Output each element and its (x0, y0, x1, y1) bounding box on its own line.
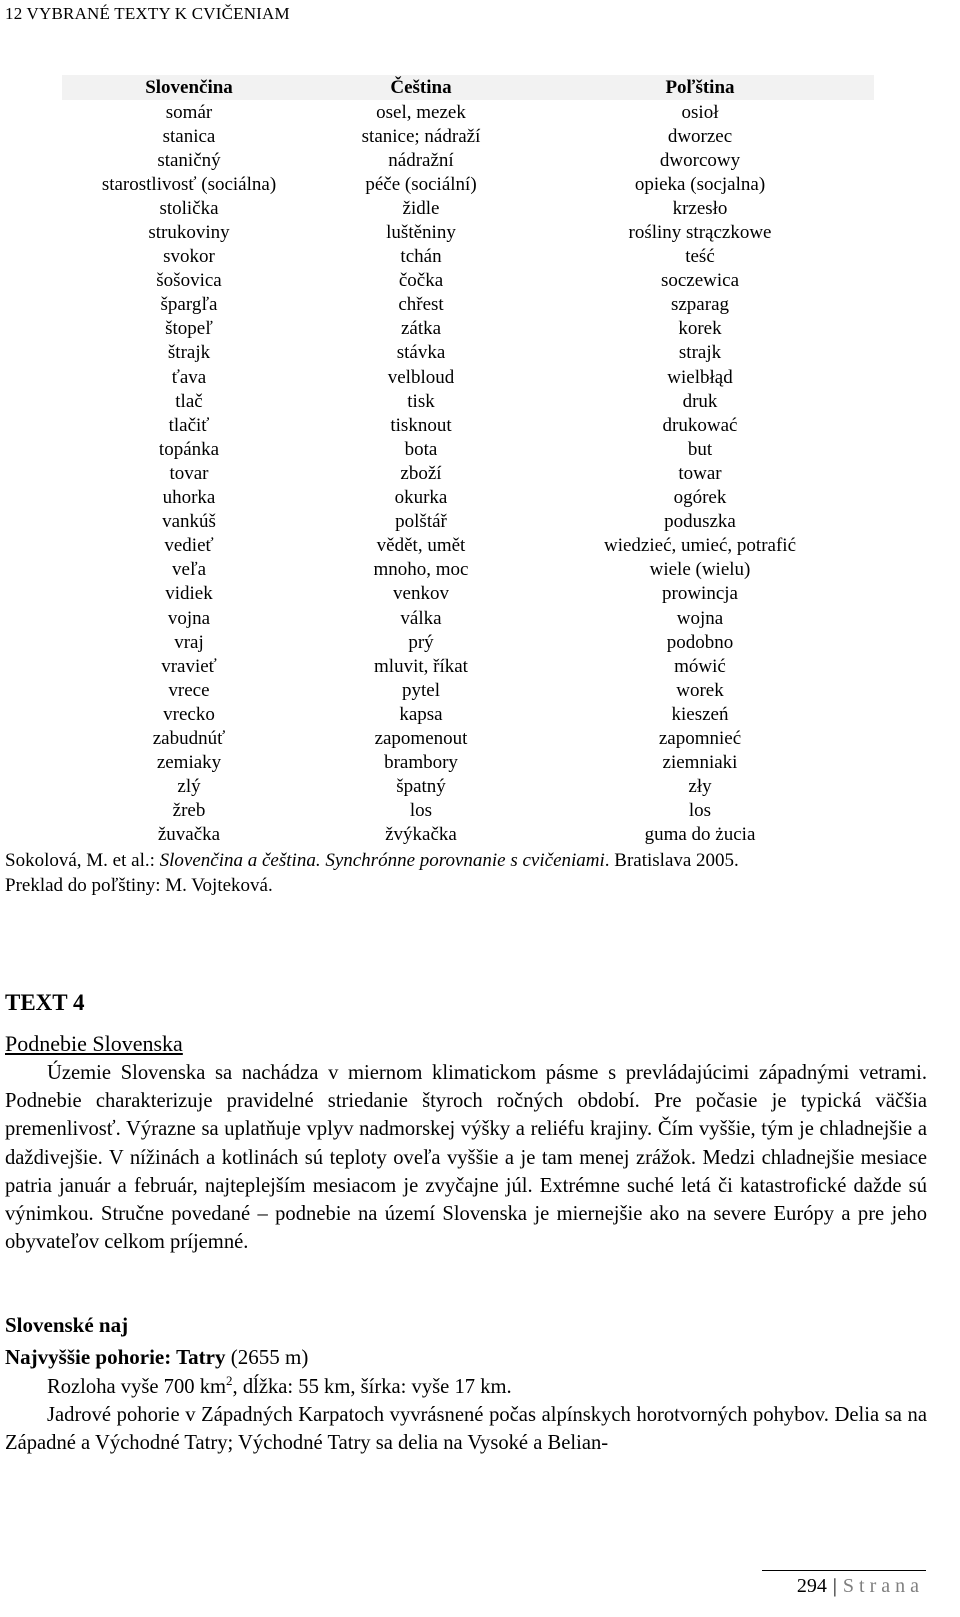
table-row (62, 172, 874, 196)
cell-polish: towar (678, 462, 722, 484)
cell-czech: chřest (398, 294, 444, 316)
header-czech: Čeština (316, 75, 526, 100)
text-4-heading: TEXT 4 (5, 990, 85, 1015)
table-row (62, 413, 874, 437)
table-row (62, 558, 874, 582)
area-line (47, 1373, 512, 1399)
cell-slovak: staničný (157, 149, 221, 171)
table-header-row (62, 75, 874, 100)
table-row (62, 124, 874, 148)
header-slovak: Slovenčina (62, 75, 316, 100)
cell-slovak: vojna (167, 607, 211, 629)
cell-polish: worek (676, 679, 724, 701)
cell-slovak: vravieť (161, 655, 217, 677)
area-exponent: 2 (226, 1373, 233, 1388)
table-row (62, 823, 874, 847)
table-row (62, 702, 874, 726)
cell-czech: polštář (395, 511, 447, 533)
highest-mountains-height: (2655 m) (225, 1345, 309, 1369)
cell-polish: wojna (676, 607, 724, 629)
table-row (62, 534, 874, 558)
table-row (62, 196, 874, 220)
area-prefix: Rozloha vyše 700 km (47, 1375, 227, 1398)
cell-polish: los (688, 800, 712, 822)
cell-czech: tchán (400, 246, 442, 268)
source-citation (5, 848, 935, 898)
cell-polish: podobno (666, 631, 734, 653)
cell-polish: prowincja (662, 583, 738, 605)
cell-slovak: starostlivosť (sociálna) (101, 173, 277, 195)
table-row (62, 486, 874, 510)
cell-czech: žvýkačka (385, 824, 457, 846)
cell-czech: kapsa (399, 703, 443, 725)
cell-czech: tisknout (390, 414, 452, 436)
cell-slovak: šošovica (156, 270, 222, 292)
cell-czech: los (409, 800, 433, 822)
cell-polish: opieka (socjalna) (634, 173, 766, 195)
cell-czech: velbloud (387, 366, 455, 388)
cell-slovak: vrecko (163, 703, 215, 725)
cell-czech: brambory (384, 752, 458, 774)
cell-czech: péče (sociální) (365, 173, 477, 195)
cell-czech: špatný (396, 776, 446, 798)
cell-polish: teść (685, 246, 715, 268)
cell-czech: pytel (402, 679, 440, 701)
text-4-subtitle: Podnebie Slovenska (5, 1031, 183, 1056)
table-row (62, 606, 874, 630)
cell-slovak: tlač (175, 390, 203, 412)
cell-slovak: strukoviny (148, 222, 230, 244)
cell-slovak: vrece (168, 679, 210, 701)
cell-slovak: stolička (159, 197, 219, 219)
cell-czech: stávka (396, 342, 446, 364)
cell-czech: mluvit, říkat (374, 655, 468, 677)
cell-polish: mówić (674, 655, 726, 677)
cell-slovak: zabudnúť (152, 727, 226, 749)
table-row (62, 654, 874, 678)
cell-polish: druk (682, 390, 718, 412)
source-rest: . Bratislava 2005. (604, 850, 739, 871)
cell-czech: mnoho, moc (373, 559, 469, 581)
page-footer (797, 1575, 924, 1598)
cell-czech: osel, mezek (376, 101, 466, 123)
source-translation: Preklad do poľštiny: M. Vojteková. (5, 875, 273, 896)
table-row (62, 293, 874, 317)
cell-slovak: štopeľ (165, 318, 213, 340)
cell-czech: tisk (407, 390, 435, 412)
page-number: 294 (796, 1575, 827, 1597)
table-row (62, 365, 874, 389)
cell-slovak: stanica (162, 125, 216, 147)
cell-czech: bota (404, 438, 438, 460)
cell-czech: luštěniny (386, 222, 456, 244)
cell-slovak: vankúš (162, 511, 216, 533)
cell-slovak: špargľa (160, 294, 218, 316)
cell-slovak: žuvačka (157, 824, 221, 846)
table-row (62, 341, 874, 365)
table-row (62, 799, 874, 823)
cell-polish: osioł (681, 101, 719, 123)
cell-czech: čočka (398, 270, 444, 292)
cell-czech: zátka (400, 318, 442, 340)
table-row (62, 148, 874, 172)
cell-polish: wiedzieć, umieć, potrafić (603, 535, 796, 557)
highest-mountains-label: Najvyššie pohorie: Tatry (5, 1345, 226, 1369)
footer-separator: | (832, 1575, 837, 1597)
cell-czech: prý (408, 631, 434, 653)
table-row (62, 317, 874, 341)
cell-polish: but (687, 438, 713, 460)
cell-slovak: somár (165, 101, 213, 123)
cell-polish: dworzec (667, 125, 733, 147)
cell-slovak: vedieť (164, 535, 214, 557)
slovak-naj-heading: Slovenské naj (5, 1313, 129, 1337)
climate-paragraph: Územie Slovenska sa nachádza v miernom klimatickom pásme s prevládajúcimi západnými vetrami. Podnebie charakterizuje pravidelné striedanie štyroch ročných období. Pre počasie je typická väčšia premenlivosť. Výrazne sa uplatňuje vplyv nadmorskej výšky a reliéfu krajiny. Čím vyššie, tým je chladnejšie a daždivejšie. V nížinách a kotlinách sú teploty oveľa vyššie a je tam menej zrážok. Medzi chladnejšie mesiace patria január a február, najteplejším mesiacom je zvyčajne júl. Extrémne suché letá či katastrofické dažde sú výnimkou. Stručne povedané – podnebie na území Slovenska je miernejšie ako na severe Európy a pre jeho obyvateľov celkom príjemné. (5, 1062, 927, 1254)
area-suffix: , dĺžka: 55 km, šírka: vyše 17 km. (232, 1375, 512, 1398)
cell-czech: válka (400, 607, 442, 629)
cell-polish: ziemniaki (662, 752, 738, 774)
cell-slovak: žreb (172, 800, 206, 822)
table-row (62, 389, 874, 413)
cell-polish: strajk (678, 342, 722, 364)
cell-slovak: svokor (163, 246, 215, 268)
cell-slovak: vraj (174, 631, 204, 653)
table-row (62, 100, 874, 124)
cell-czech: nádražní (388, 149, 454, 171)
cell-polish: guma do żucia (644, 824, 756, 846)
cell-czech: vědět, umět (376, 535, 466, 557)
cell-polish: wielbłąd (667, 366, 733, 388)
running-head: 12 VYBRANÉ TEXTY K CVIČENIAM (5, 4, 290, 23)
cell-slovak: veľa (171, 559, 207, 581)
cell-polish: zapomnieć (658, 727, 742, 749)
source-title: Slovenčina a čeština. Synchrónne porovnanie s cvičeniami (159, 850, 605, 871)
cell-slovak: ťava (171, 366, 207, 388)
cell-czech: zapomenout (374, 727, 468, 749)
cell-slovak: tlačiť (168, 414, 210, 436)
table-row (62, 437, 874, 461)
highest-mountains-line (5, 1345, 308, 1370)
cell-slovak: uhorka (162, 487, 216, 509)
table-body (62, 100, 874, 847)
cell-polish: krzesło (672, 197, 728, 219)
table-row (62, 269, 874, 293)
source-authors: Sokolová, M. et al.: (5, 850, 160, 871)
cell-czech: židle (402, 197, 440, 219)
table-row (62, 751, 874, 775)
table-row (62, 245, 874, 269)
cell-czech: okurka (394, 487, 448, 509)
table-row (62, 582, 874, 606)
cell-slovak: zlý (177, 776, 201, 798)
header-polish: Poľština (526, 75, 874, 100)
cell-polish: kieszeń (671, 703, 729, 725)
table-row (62, 461, 874, 485)
cell-polish: dworcowy (659, 149, 741, 171)
cell-polish: soczewica (660, 270, 740, 292)
cell-polish: rośliny strączkowe (628, 222, 772, 244)
cell-czech: stanice; nádraží (361, 125, 481, 147)
footer-rule (762, 1570, 926, 1571)
footer-label: Strana (842, 1575, 924, 1597)
cell-slovak: štrajk (167, 342, 211, 364)
cell-polish: drukować (662, 414, 738, 436)
cell-slovak: vidiek (165, 583, 213, 605)
table-row (62, 726, 874, 750)
tatry-description: Jadrové pohorie v Západných Karpatoch vyvrásnené počas alpínskych horotvorných pohybov. Delia sa na Západné a Východné Tatry; Východné Tatry sa delia na Vysoké a Belian- (5, 1404, 927, 1455)
table-row (62, 510, 874, 534)
cell-polish: poduszka (664, 511, 736, 533)
cell-polish: korek (678, 318, 722, 340)
cell-slovak: tovar (169, 462, 209, 484)
cell-polish: ogórek (673, 487, 727, 509)
cell-polish: szparag (670, 294, 730, 316)
table-row (62, 220, 874, 244)
table-row (62, 630, 874, 654)
cell-czech: zboží (400, 462, 442, 484)
table-row (62, 678, 874, 702)
cell-polish: wiele (wielu) (649, 559, 751, 581)
cell-czech: venkov (393, 583, 449, 605)
cell-slovak: topánka (158, 438, 220, 460)
table-row (62, 775, 874, 799)
cell-slovak: zemiaky (156, 752, 222, 774)
vocabulary-table (62, 75, 874, 847)
cell-polish: zły (688, 776, 712, 798)
